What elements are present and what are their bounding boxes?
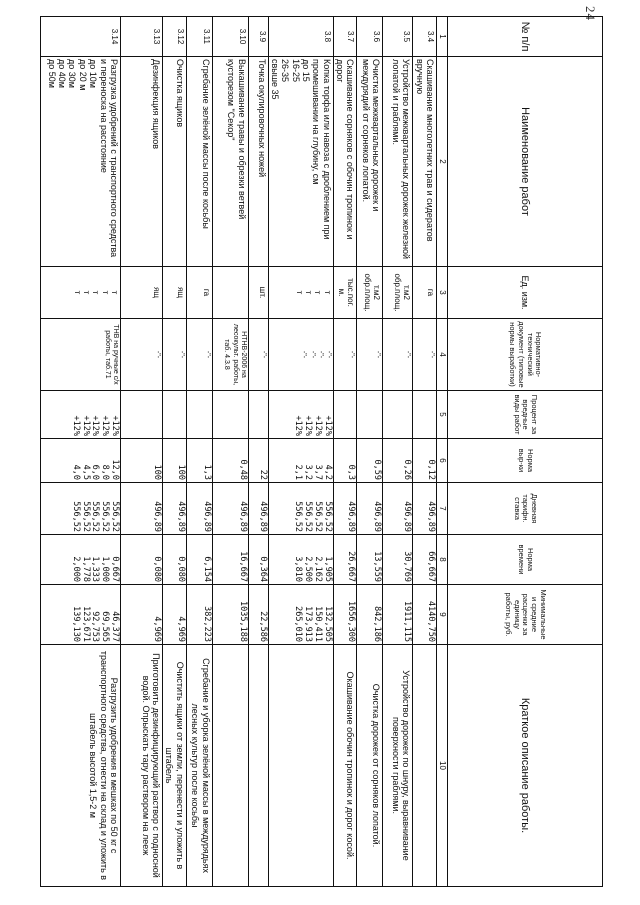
daily-rate: 556,52	[303, 501, 314, 532]
daily-rate: 556,52	[109, 501, 120, 532]
unit-price-cell	[40, 585, 120, 645]
unit: т	[100, 290, 110, 295]
output-norm-cell	[162, 439, 186, 483]
time-norm-cell	[212, 535, 248, 585]
unit-cell	[162, 267, 186, 319]
time-norm: 2,162	[312, 556, 323, 582]
unit-price: 1911,115	[402, 601, 413, 642]
time-norm: 66,667	[426, 551, 436, 582]
daily-rate-cell	[268, 483, 333, 535]
work-name: 26-35	[280, 59, 291, 83]
norm-doc-cell	[383, 319, 413, 391]
unit-price: 22,586	[257, 611, 268, 642]
hazard-pct: +12%	[312, 415, 323, 436]
unit: га	[426, 288, 435, 297]
time-norm: 30,769	[402, 551, 413, 582]
hazard-pct: +12%	[303, 415, 314, 436]
time-norm-cell	[268, 535, 333, 585]
description-cell	[40, 645, 120, 887]
unit-price: 92,753	[90, 611, 101, 642]
output-norm: 3,2	[303, 464, 314, 480]
unit: т	[91, 290, 101, 295]
work-name: до 40м	[57, 59, 68, 88]
time-norm: 0,364	[257, 556, 268, 582]
time-norm: 0,080	[175, 556, 186, 582]
time-norm: 13,559	[372, 551, 383, 582]
header-price: Минимальные и средние расценки за единицу работы, руб.	[448, 585, 603, 645]
work-rates-table	[40, 16, 603, 887]
description: Очистить ящики от земли, перенести и уложить в штабель	[164, 661, 185, 870]
norm-doc: -"-	[177, 350, 185, 359]
work-name: 16-25	[290, 59, 301, 83]
time-norm-cell	[333, 535, 357, 585]
row-number-cell: 3.8	[268, 17, 333, 57]
output-norm: 6,0	[90, 464, 101, 480]
work-name-cell	[120, 57, 162, 267]
norm-doc: -"-	[308, 350, 316, 359]
row-number-cell: 3.4	[413, 17, 437, 57]
header-desc: Краткое описание работы.	[448, 645, 603, 887]
work-name: до 20 м	[77, 59, 88, 91]
unit-cell	[357, 267, 383, 319]
unit: шт.	[257, 286, 267, 299]
norm-doc-cell	[40, 319, 120, 391]
unit-price: 842,186	[372, 606, 383, 642]
output-norm-cell	[248, 439, 268, 483]
work-name: Дезинфекция ящиков	[150, 59, 161, 150]
work-name-cell	[383, 57, 413, 267]
time-norm-cell	[120, 535, 162, 585]
index-cell: 9	[437, 585, 448, 645]
work-name: до 30м	[67, 59, 78, 88]
output-norm-cell	[268, 439, 333, 483]
output-norm: 3,7	[312, 464, 323, 480]
unit: т.м2	[372, 285, 382, 300]
time-norm: 1,333	[90, 556, 101, 582]
header-rate: Дневная тарифн. ставка	[448, 483, 603, 535]
norm-doc: -"-	[404, 350, 412, 359]
output-norm-cell	[40, 439, 120, 483]
unit-price: 382,223	[201, 606, 212, 642]
norm-doc: НТНВ-2006 на лесокульт. работы, таб. 4.3.8	[223, 323, 247, 386]
unit-cell	[268, 267, 333, 319]
work-name-cell	[248, 57, 268, 267]
work-name: до 10м	[88, 59, 99, 88]
index-cell: 3	[437, 267, 448, 319]
work-name: Сгребание зелёной массы после косьбы	[200, 59, 211, 229]
unit-price: 132,505	[322, 606, 333, 642]
description: Приготовить дезинфицирующий раствор с подносной водой. Опрыскать тару раствором на лееж	[140, 653, 161, 878]
norm-doc: -"-	[203, 350, 211, 359]
hazard-pct: +12%	[70, 415, 81, 436]
daily-rate: 496,89	[175, 501, 186, 532]
output-norm: 100	[175, 464, 186, 480]
unit: обр.площ.	[393, 273, 403, 312]
time-norm-cell	[357, 535, 383, 585]
unit-cell	[248, 267, 268, 319]
unit: т	[109, 290, 119, 295]
table-row	[248, 17, 268, 887]
row-number-cell: 3.7	[333, 17, 357, 57]
time-norm-cell	[186, 535, 212, 585]
hazard-pct-cell	[40, 391, 120, 439]
output-norm: 100	[151, 464, 162, 480]
row-number-cell: 3.11	[186, 17, 212, 57]
row-number-cell: 3.6	[357, 17, 383, 57]
output-norm-cell	[413, 439, 437, 483]
header-num: № п/п	[448, 17, 603, 57]
description-cell	[413, 645, 437, 887]
description-cell	[212, 645, 248, 887]
description: Окашивание обочин тропинок и дорог косой.	[345, 671, 356, 860]
daily-rate-cell	[333, 483, 357, 535]
header-norm: Норма выр-ки	[448, 439, 603, 483]
daily-rate-cell	[186, 483, 212, 535]
row-number-cell: 3.10	[212, 17, 248, 57]
row-number-cell: 3.9	[248, 17, 268, 57]
table-row	[333, 17, 357, 887]
unit-price-cell	[248, 585, 268, 645]
daily-rate: 496,89	[257, 501, 268, 532]
norm-doc: ТНВ на ручные с/х работы, таб.71	[103, 324, 119, 385]
norm-doc-cell	[212, 319, 248, 391]
hazard-pct-cell	[248, 391, 268, 439]
hazard-pct-cell	[212, 391, 248, 439]
unit: т	[304, 290, 314, 295]
output-norm: 1,3	[201, 464, 212, 480]
unit: ящ	[175, 287, 185, 298]
description: Сгребание и уборка зелёной массы в междурядьях лесных культур после косьбы	[190, 658, 211, 873]
unit: т	[295, 290, 305, 295]
table-row	[120, 17, 162, 887]
norm-doc: -"-	[428, 350, 435, 359]
work-name: Разгрузка удобрений с транспортного средства и переноска на расстояние	[98, 59, 119, 258]
work-name: до 50м	[46, 59, 57, 88]
daily-rate-cell	[162, 483, 186, 535]
daily-rate-cell	[212, 483, 248, 535]
unit-cell	[413, 267, 437, 319]
unit-price-cell	[333, 585, 357, 645]
unit: т	[73, 290, 83, 295]
index-cell: 7	[437, 483, 448, 535]
index-cell: 6	[437, 439, 448, 483]
work-name-cell	[357, 57, 383, 267]
time-norm: 3,810	[293, 556, 304, 582]
work-name: Очистка межквартальных дорожек и междурядий от сорняков лопатой.	[360, 59, 382, 212]
norm-doc: -"-	[316, 350, 324, 359]
norm-doc: -"-	[348, 350, 356, 359]
hazard-pct-cell	[268, 391, 333, 439]
output-norm: 2,1	[293, 464, 304, 480]
table-row	[413, 17, 437, 887]
unit-price: 265,010	[293, 606, 304, 642]
daily-rate: 496,89	[151, 501, 162, 532]
unit: тыс.пог.	[346, 278, 356, 307]
time-norm: 1,778	[80, 556, 91, 582]
work-name-cell	[162, 57, 186, 267]
unit-price: 1656,300	[346, 601, 357, 642]
norm-doc-cell	[333, 319, 357, 391]
unit-price: 150,411	[312, 606, 323, 642]
unit: т	[313, 290, 323, 295]
hazard-pct: +12%	[90, 415, 101, 436]
output-norm-cell	[186, 439, 212, 483]
time-norm: 2,000	[70, 556, 81, 582]
work-name-cell	[268, 57, 333, 267]
index-cell: 2	[437, 57, 448, 267]
daily-rate: 556,52	[312, 501, 323, 532]
daily-rate-cell	[40, 483, 120, 535]
index-cell: 5	[437, 391, 448, 439]
time-norm: 1,905	[322, 556, 333, 582]
description: Устройство дорожек по шнуру, выравнивание поверхности граблями.	[390, 670, 412, 861]
hazard-pct: +12%	[80, 415, 91, 436]
unit: т	[322, 290, 332, 295]
output-norm-cell	[383, 439, 413, 483]
work-name: Точка окулировочных ножей	[256, 59, 267, 178]
unit-price-cell	[268, 585, 333, 645]
table-row	[40, 17, 120, 887]
description-cell	[248, 645, 268, 887]
index-cell: 10	[437, 645, 448, 887]
unit-price-cell	[162, 585, 186, 645]
daily-rate: 496,89	[346, 501, 357, 532]
output-norm: 8,0	[100, 464, 111, 480]
table-row	[186, 17, 212, 887]
row-number-cell: 3.5	[383, 17, 413, 57]
output-norm-cell	[120, 439, 162, 483]
work-name: Скашивание многолетних трав и сидератов вручную	[414, 59, 435, 242]
work-name: до 15	[300, 59, 311, 82]
description-cell	[383, 645, 413, 887]
output-norm: 4,5	[80, 464, 91, 480]
daily-rate-cell	[413, 483, 437, 535]
unit-price-cell	[357, 585, 383, 645]
table-row	[212, 17, 248, 887]
norm-doc-cell	[413, 319, 437, 391]
time-norm: 16,667	[237, 551, 248, 582]
unit-price: 139,130	[70, 606, 81, 642]
norm-doc-cell	[162, 319, 186, 391]
daily-rate: 496,89	[201, 501, 212, 532]
norm-doc-cell	[120, 319, 162, 391]
description: Очистка дорожек от сорняков лопатой.	[371, 683, 382, 848]
norm-doc: -"-	[324, 350, 332, 359]
time-norm: 1,000	[100, 556, 111, 582]
table-body	[40, 17, 436, 887]
unit: га	[201, 288, 211, 297]
row-number-cell: 3.12	[162, 17, 186, 57]
output-norm: 12,0	[109, 459, 120, 480]
work-name: свыше 35	[269, 59, 280, 100]
daily-rate: 556,52	[80, 501, 91, 532]
unit-price-cell	[383, 585, 413, 645]
header-doc: Нормативно-технический документ (типовые нормы выработки)	[448, 319, 603, 391]
time-norm: 0,667	[109, 556, 120, 582]
index-cell: 4	[437, 319, 448, 391]
table-row	[162, 17, 186, 887]
output-norm: 22	[257, 469, 268, 480]
work-name-cell	[40, 57, 120, 267]
unit: м.	[337, 288, 347, 297]
work-name: Копка торфа или навоза с дроблением при промешивании на глубину, см	[311, 59, 332, 240]
index-cell: 8	[437, 535, 448, 585]
table-row	[268, 17, 333, 887]
hazard-pct-cell	[333, 391, 357, 439]
unit-price: 173,913	[303, 606, 314, 642]
norm-doc: -"-	[374, 350, 382, 359]
output-norm: 0,3	[346, 464, 357, 480]
work-name: Выкашивание травы и обрезки ветвей кусторезом "Секор"	[226, 59, 247, 220]
unit-cell	[212, 267, 248, 319]
table-header-row	[448, 17, 603, 887]
daily-rate: 496,89	[372, 501, 383, 532]
output-norm: 4,2	[322, 464, 333, 480]
daily-rate: 556,52	[293, 501, 304, 532]
description-cell	[120, 645, 162, 887]
table-row	[357, 17, 383, 887]
unit-price: 1035,188	[237, 601, 248, 642]
page-number: 24	[583, 6, 598, 21]
unit-cell	[383, 267, 413, 319]
time-norm: 6,154	[201, 556, 212, 582]
header-pct: Процент за вредные виды работ	[448, 391, 603, 439]
index-cell: 1	[437, 17, 448, 57]
daily-rate-cell	[357, 483, 383, 535]
daily-rate: 556,52	[90, 501, 101, 532]
hazard-pct: +12%	[322, 415, 333, 436]
hazard-pct: +12%	[109, 415, 120, 436]
description-cell	[357, 645, 383, 887]
hazard-pct-cell	[357, 391, 383, 439]
unit-cell	[186, 267, 212, 319]
output-norm-cell	[212, 439, 248, 483]
work-name-cell	[333, 57, 357, 267]
unit: ящ	[151, 287, 161, 298]
time-norm-cell	[413, 535, 437, 585]
output-norm: 0,26	[402, 459, 413, 480]
hazard-pct-cell	[162, 391, 186, 439]
norm-doc: -"-	[300, 350, 308, 359]
header-name: Наименование работ	[448, 57, 603, 267]
daily-rate: 496,89	[402, 501, 413, 532]
unit-price: 123,671	[80, 606, 91, 642]
time-norm: 2,500	[303, 556, 314, 582]
hazard-pct-cell	[120, 391, 162, 439]
hazard-pct-cell	[186, 391, 212, 439]
norm-doc-cell	[268, 319, 333, 391]
work-name: Очистка ящиков	[174, 59, 185, 128]
daily-rate: 556,52	[322, 501, 333, 532]
unit-price-cell	[212, 585, 248, 645]
unit-cell	[333, 267, 357, 319]
time-norm: 0,080	[151, 556, 162, 582]
description-cell	[333, 645, 357, 887]
daily-rate-cell	[383, 483, 413, 535]
description-cell	[186, 645, 212, 887]
output-norm: 0,12	[426, 459, 436, 480]
time-norm-cell	[383, 535, 413, 585]
unit: т.м2	[402, 285, 412, 300]
norm-doc: -"-	[153, 350, 161, 359]
unit-cell	[40, 267, 120, 319]
output-norm: 0,59	[372, 459, 383, 480]
work-name: Устройство межквартальных дорожек железной лопатой и граблями.	[390, 59, 412, 260]
output-norm: 0,48	[237, 459, 248, 480]
hazard-pct-cell	[383, 391, 413, 439]
unit-price: 4,969	[151, 616, 162, 642]
daily-rate-cell	[248, 483, 268, 535]
header-time: Норма времени	[448, 535, 603, 585]
hazard-pct-cell	[413, 391, 437, 439]
time-norm-cell	[40, 535, 120, 585]
norm-doc-cell	[248, 319, 268, 391]
row-number-cell: 3.13	[120, 17, 162, 57]
unit-price: 46,377	[109, 611, 120, 642]
daily-rate-cell	[120, 483, 162, 535]
output-norm: 4,0	[70, 464, 81, 480]
daily-rate: 496,89	[237, 501, 248, 532]
description-cell	[162, 645, 186, 887]
hazard-pct: +12%	[100, 415, 111, 436]
unit-price-cell	[186, 585, 212, 645]
rotated-sheet	[48, 16, 603, 886]
output-norm-cell	[357, 439, 383, 483]
output-norm-cell	[333, 439, 357, 483]
work-name: Скашивание сорняков с обочин тропинок и дорог	[334, 59, 356, 240]
table-row	[383, 17, 413, 887]
work-name-cell	[186, 57, 212, 267]
norm-doc-cell	[186, 319, 212, 391]
unit-price-cell	[413, 585, 437, 645]
unit-price: 4,969	[175, 616, 186, 642]
norm-doc-cell	[357, 319, 383, 391]
daily-rate: 556,52	[70, 501, 81, 532]
daily-rate: 496,89	[426, 501, 436, 532]
unit-price-cell	[120, 585, 162, 645]
work-name-cell	[413, 57, 437, 267]
daily-rate: 556,52	[100, 501, 111, 532]
work-name-cell	[212, 57, 248, 267]
header-unit: Ед. изм.	[448, 267, 603, 319]
description-cell	[268, 645, 333, 887]
column-index-row	[437, 17, 448, 887]
time-norm: 26,667	[346, 551, 357, 582]
unit-price: 69,565	[100, 611, 111, 642]
unit-price: 4140,750	[426, 601, 436, 642]
row-number-cell: 3.14	[40, 17, 120, 57]
unit: обр.площ.	[363, 273, 373, 312]
time-norm-cell	[162, 535, 186, 585]
hazard-pct: +12%	[293, 415, 304, 436]
unit-cell	[120, 267, 162, 319]
time-norm-cell	[248, 535, 268, 585]
unit: т	[82, 290, 92, 295]
description: Разгрузить удобрения в мешках по 50 кг с транспортного средства, отнести на склад и уложить в штабель высотой 1,5-2 м	[88, 650, 119, 881]
norm-doc: -"-	[259, 350, 267, 359]
